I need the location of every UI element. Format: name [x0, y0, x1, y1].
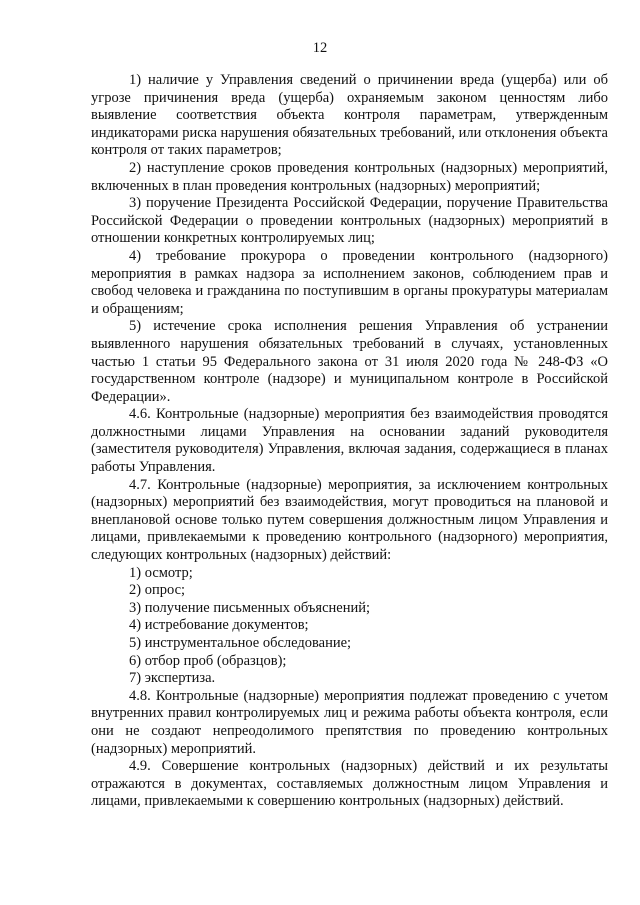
list-item-written-explanations: 3) получение письменных объяснений;	[129, 599, 371, 616]
paragraph-criterion-1: 1) наличие у Управления сведений о причинении вреда (ущерба) или об угрозе причинения вреда (ущерба) охраняемым законом ценностям либо выявление соответствия объекта контроля параметрам, утвержденным индикаторами риска нарушения обязательных требований, или отклонения объекта контроля от таких параметров;	[91, 72, 608, 159]
list-item-document-request: 4) истребование документов;	[129, 617, 309, 634]
document-body	[91, 72, 608, 811]
list-item-expertise: 7) экспертиза.	[129, 670, 216, 687]
list-item-inspection: 1) осмотр;	[129, 564, 193, 581]
page-number: 12	[312, 40, 328, 56]
list-item-instrumental-examination: 5) инструментальное обследование;	[129, 635, 352, 651]
paragraph-criterion-5: 5) истечение срока исполнения решения Управления об устранении выявленного нарушения обязательных требований в случаях, установленных частью 1 статьи 95 Федерального закона от 31 июля 2020 года № 248-ФЗ «О государственном контроле (надзоре) и муниципальном контроле в Российской Федерации».	[91, 318, 608, 405]
paragraph-4-9: 4.9. Совершение контрольных (надзорных) действий и их результаты отражаются в документах, составляемых должностным лицом Управления и лицами, привлекаемыми к совершению контрольных (надзорных) действий.	[91, 758, 608, 810]
paragraph-4-7: 4.7. Контрольные (надзорные) мероприятия, за исключением контрольных (надзорных) мероприятий без взаимодействия, могут проводиться на плановой и внеплановой основе только путем совершения должностным лицом Управления и лицами, привлекаемыми к проведению контрольного (надзорного) мероприятия, следующих контрольных (надзорных) действий:	[91, 476, 608, 564]
list-item-sampling: 6) отбор проб (образцов);	[129, 652, 287, 669]
paragraph-4-6: 4.6. Контрольные (надзорные) мероприятия без взаимодействия проводятся должностными лицами Управления на основании заданий руководителя (заместителя руководителя) Управления, включая задания, содержащиеся в планах работы Управления.	[91, 406, 608, 476]
paragraph-criterion-3: 3) поручение Президента Российской Федерации, поручение Правительства Российской Федерации о проведении контрольных (надзорных) мероприятий в отношении конкретных контролируемых лиц;	[91, 195, 608, 247]
paragraph-4-8: 4.8. Контрольные (надзорные) мероприятия подлежат проведению с учетом внутренних правил контролируемых лиц и режима работы объекта контроля, если они не создают непреодолимого препятствия по проведению контрольных (надзорных) мероприятий.	[91, 687, 608, 757]
paragraph-criterion-2: 2) наступление сроков проведения контрольных (надзорных) мероприятий, включенных в план проведения контрольных (надзорных) мероприятий;	[91, 159, 608, 194]
paragraph-criterion-4: 4) требование прокурора о проведении контрольного (надзорного) мероприятия в рамках надзора за исполнением законов, соблюдением прав и свобод человека и гражданина по поступившим в органы прокуратуры материалам и обращениям;	[91, 247, 608, 317]
list-item-survey: 2) опрос;	[129, 582, 186, 599]
